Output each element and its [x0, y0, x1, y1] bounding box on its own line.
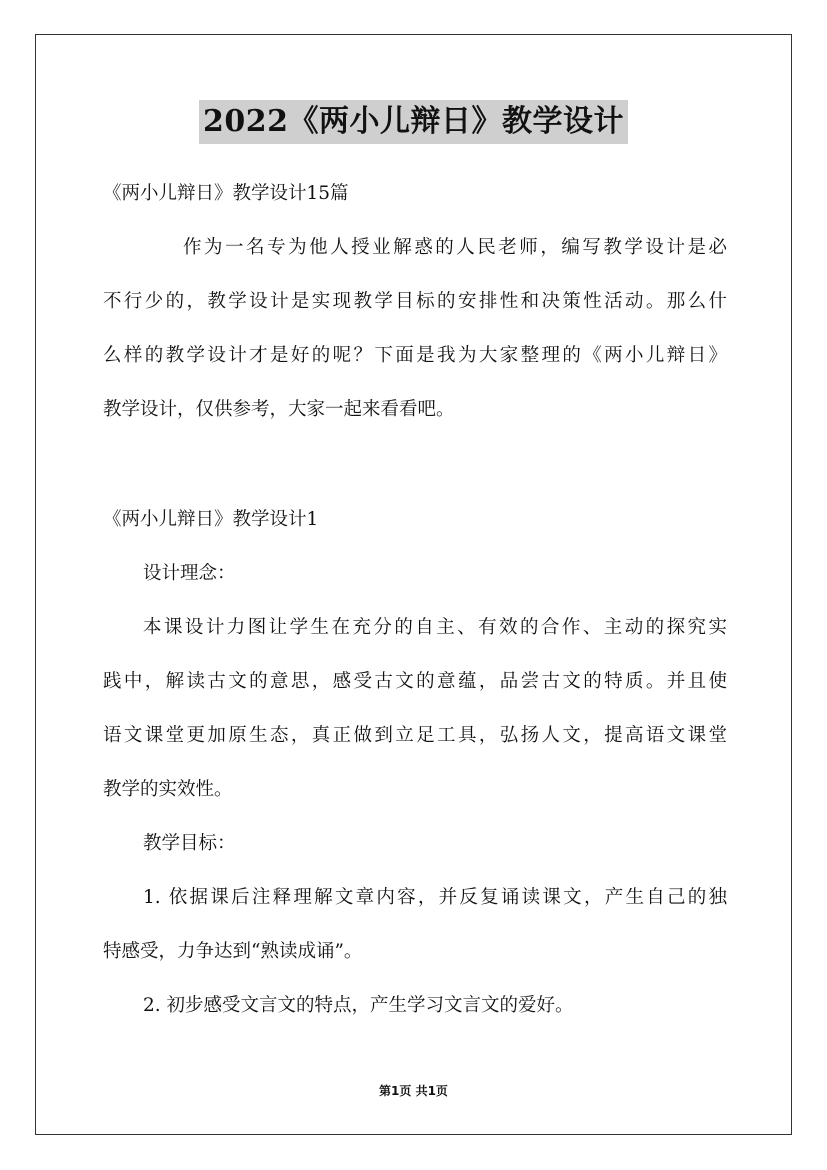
intro-line-4: 教学设计，仅供参考，大家一起来看看吧。 [103, 399, 455, 420]
goal-1-line-2: 特感受，力争达到“熟读成诵”。 [103, 941, 363, 962]
concept-line-1: 本课设计力图让学生在充分的自主、有效的合作、主动的探究实 [143, 617, 727, 638]
intro-line-2: 不行少的，教学设计是实现教学目标的安排性和决策性活动。那么什 [103, 291, 727, 312]
concept-line-4: 教学的实效性。 [103, 779, 233, 800]
goal-2: 2. 初步感受文言文的特点，产生学习文言文的爱好。 [143, 995, 574, 1016]
concept-label: 设计理念： [143, 563, 236, 584]
intro-line-3: 么样的教学设计才是好的呢？下面是我为大家整理的《两小儿辩日》 [103, 345, 727, 366]
section-heading: 《两小儿辩日》教学设计1 [103, 509, 319, 530]
goal-1-line-1: 1. 依据课后注释理解文章内容，并反复诵读课文，产生自己的独 [143, 887, 727, 908]
title-container [0, 100, 827, 144]
page-footer: 第1页 共1页 [379, 1084, 448, 1098]
document-title: 2022《两小儿辩日》教学设计 [199, 100, 628, 144]
concept-line-2: 践中，解读古文的意思，感受古文的意蕴，品尝古文的特质。并且使 [103, 671, 727, 692]
concept-line-3: 语文课堂更加原生态，真正做到立足工具，弘扬人文，提高语文课堂 [103, 725, 727, 746]
subtitle: 《两小儿辩日》教学设计15篇 [103, 183, 349, 204]
intro-line-1: 作为一名专为他人授业解惑的人民老师，编写教学设计是必 [183, 237, 727, 258]
goals-label: 教学目标： [143, 833, 236, 854]
